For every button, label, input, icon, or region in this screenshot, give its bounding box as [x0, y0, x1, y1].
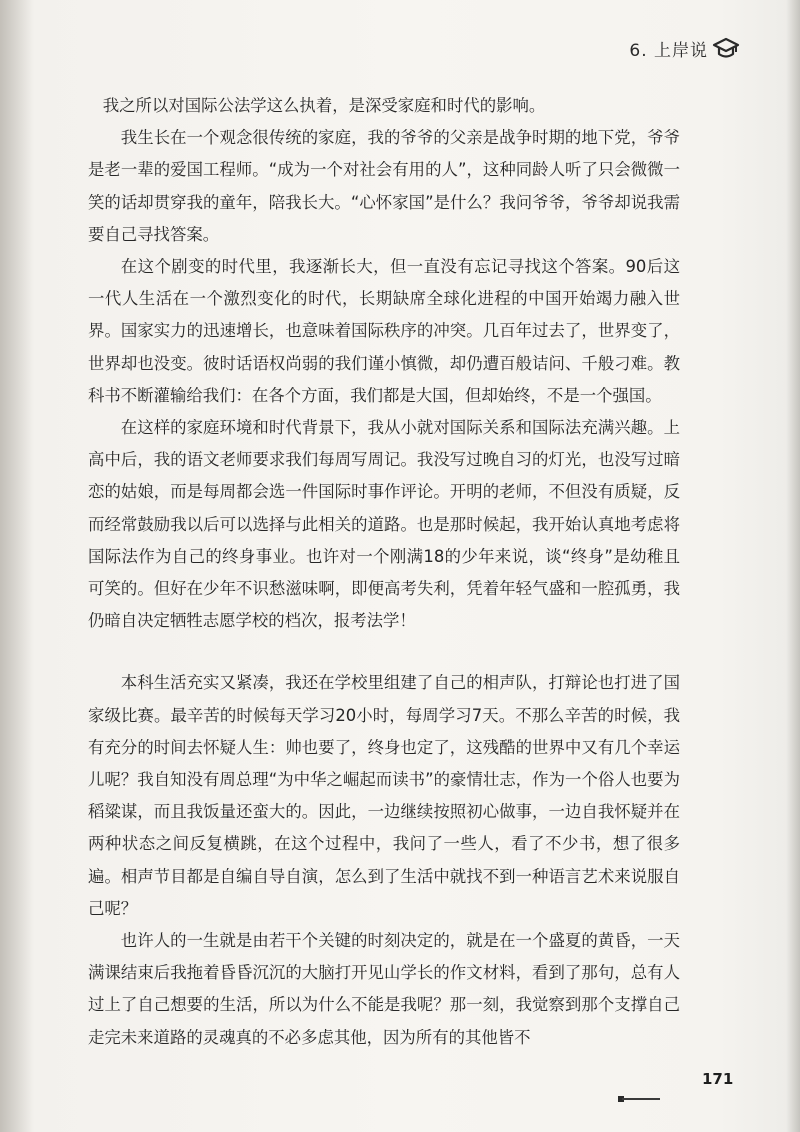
page-edge	[786, 0, 800, 1132]
paragraph-1: 我之所以对国际公法学这么执着，是深受家庭和时代的影响。	[102, 96, 546, 115]
graduation-cap-icon	[712, 36, 740, 60]
paragraph-4: 在这样的家庭环境和时代背景下，我从小就对国际关系和国际法充满兴趣。上高中后，我的语文老师要求我们每周写周记。我没写过晚自习的灯光，也没写过暗恋的姑娘，而是每周都会选一件国际时事作评论。开明的老师，不但没有质疑，反而经常鼓励我以后可以选择与此相关的道路。也是那时候起，我开始认真地考虑将国际法作为自己的终身事业。也许对一个刚满18的少年来说，谈“终身”是幼稚且可笑的。但好在少年不识愁滋味啊，即便高考失利，凭着年轻气盛和一腔孤勇，我仍暗自决定牺牲志愿学校的档次，报考法学！	[88, 418, 680, 631]
paragraph-3: 在这个剧变的时代里，我逐渐长大，但一直没有忘记寻找这个答案。90后这一代人生活在一个激烈变化的时代，长期缺席全球化进程的中国开始竭力融入世界。国家实力的迅速增长，也意味着国际秩序的冲突。几百年过去了，世界变了，世界却也没变。彼时话语权尚弱的我们谨小慎微，却仍遭百般诘问、千般刁难。教科书不断灌输给我们：在各个方面，我们都是大国，但却始终，不是一个强国。	[88, 257, 680, 405]
paragraph-6: 也许人的一生就是由若干个关键的时刻决定的，就是在一个盛夏的黄昏，一天满课结束后我拖着昏昏沉沉的大脑打开见山学长的作文材料，看到了那句，总有人过上了自己想要的生活，所以为什么不能是我呢？那一刻，我觉察到那个支撑自己走完未来道路的灵魂真的不必多虑其他，因为所有的其他皆不	[88, 931, 680, 1047]
body-text	[88, 90, 680, 1054]
paragraph-5: 本科生活充实又紧凑，我还在学校里组建了自己的相声队，打辩论也打进了国家级比赛。最辛苦的时候每天学习20小时，每周学习7天。不那么辛苦的时候，我有充分的时间去怀疑人生：帅也要了，终身也定了，这残酷的世界中又有几个幸运儿呢？我自知没有周总理“为中华之崛起而读书”的豪情壮志，作为一个俗人也要为稻粱谋，而且我饭量还蛮大的。因此，一边继续按照初心做事，一边自我怀疑并在两种状态之间反复横跳，在这个过程中，我问了一些人，看了不少书，想了很多遍。相声节目都是自编自导自演，怎么到了生活中就找不到一种语言艺术来说服自己呢？	[88, 673, 680, 918]
running-header: 6. 上岸说	[629, 41, 708, 61]
footer-ornament-line	[622, 1098, 660, 1100]
page-number: 171	[702, 1070, 734, 1088]
binding-shadow	[0, 0, 34, 1132]
paragraph-2: 我生长在一个观念很传统的家庭，我的爷爷的父亲是战争时期的地下党，爷爷是老一辈的爱国工程师。“成为一个对社会有用的人”，这种同龄人听了只会微微一笑的话却贯穿我的童年，陪我长大。“心怀家国”是什么？我问爷爷，爷爷却说我需要自己寻找答案。	[88, 128, 680, 244]
